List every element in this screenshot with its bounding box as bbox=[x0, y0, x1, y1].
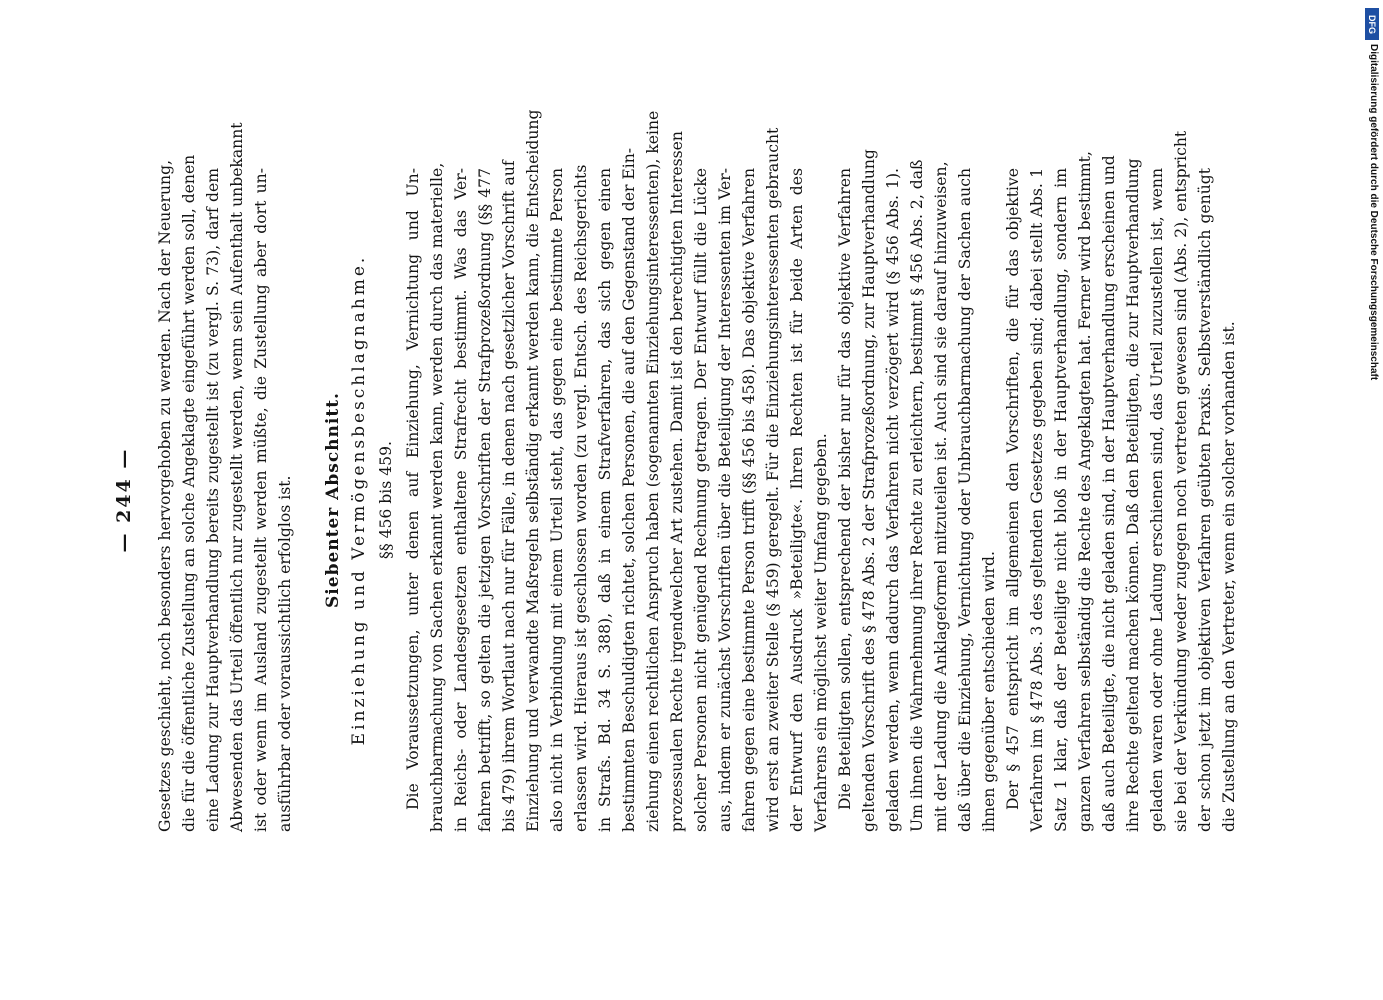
text-line: Gesetzes geschieht, noch besonders hervorgehoben zu werden. Nach der Neuerung, bbox=[156, 159, 174, 832]
section-paragraph-reference: §§ 456 bis 459. bbox=[377, 441, 395, 559]
text-line: bestimmten Beschuldigten richtet, solchen Personen, die auf den Gegenstand der Ein- bbox=[620, 147, 638, 832]
text-line: Verfahren im § 478 Abs. 3 des geltenden Gesetzes gegeben sind; dabei stellt Abs. 1 bbox=[1028, 168, 1046, 832]
text-line: erlassen wird. Hieraus ist geschlossen worden (zu vergl. Entsch. des Reichsgerichts bbox=[572, 164, 590, 832]
text-line: der Entwurf den Ausdruck »Beteiligte«. Ihren Rechten ist für beide Arten des bbox=[788, 168, 806, 832]
text-line: Einziehung und verwandte Maßregeln selbständig erkannt werden kann, die Entscheidung bbox=[524, 109, 542, 832]
text-line: daß auch Beteiligte, die nicht geladen sind, in der Hauptverhandlung erscheinen und bbox=[1100, 155, 1118, 832]
text-line: eine Ladung zur Hauptverhandlung bereits zugestellt ist (zu vergl. S. 73), darf dem bbox=[204, 168, 222, 832]
section-heading: Siebenter Abschnitt. bbox=[323, 392, 343, 608]
text-line: der schon jetzt im objektiven Verfahren geübten Praxis. Selbstverständlich genügt bbox=[1196, 168, 1214, 832]
digitization-credit: Digitalisierung gefördert durch die Deutsche Forschungsgemeinschaft bbox=[1368, 44, 1379, 381]
text-line: prozessualen Rechte irgendwelcher Art zustehen. Damit ist den berechtigten Interessen bbox=[668, 131, 686, 832]
dfg-logo-text: DFG bbox=[1367, 14, 1377, 34]
text-line: fahren betrifft, so gelten die jetzigen Vorschriften der Strafprozeßordnung (§§ 477 bbox=[476, 168, 494, 832]
text-line: geladen werden, wenn dadurch das Verfahren nicht verzögert wird (§ 456 Abs. 1). bbox=[884, 168, 902, 832]
text-line: Um ihnen die Wahrnehmung ihrer Rechte zu erleichtern, bestimmt § 456 Abs. 2, daß bbox=[908, 159, 926, 832]
text-line: in Reichs- oder Landesgesetzen enthaltene Strafrecht bestimmt. Was das Ver- bbox=[452, 168, 470, 832]
page-content bbox=[101, 109, 1281, 850]
text-line: Der § 457 entspricht im allgemeinen den Vorschriften, die für das objektive bbox=[1004, 168, 1022, 810]
text-line: die für die öffentliche Zustellung an solche Angeklagte eingeführt werden soll, denen bbox=[180, 154, 198, 832]
text-line: Abwesenden das Urteil öffentlich nur zugestellt werden, wenn sein Aufenthalt unbekannt bbox=[228, 122, 246, 832]
text-line: aus, indem er zunächst Vorschriften über die Beteiligung der Interessenten im Ver- bbox=[716, 168, 734, 832]
text-line: also nicht in Verbindung mit einem Urteil steht, das gegen eine bestimmte Person bbox=[548, 168, 566, 832]
text-line: Verfahrens ein möglichst weiter Umfang gegeben. bbox=[812, 433, 830, 832]
text-line: ist oder wenn im Ausland zugestellt werden müßte, die Zustellung aber dort un- bbox=[252, 168, 270, 832]
text-line: ihre Rechte geltend machen können. Daß den Beteiligten, die zur Hauptverhandlung bbox=[1124, 158, 1142, 832]
text-line: mit der Ladung die Anklageformel mitzuteilen ist. Auch sind sie darauf hinzuweisen, bbox=[932, 161, 950, 832]
text-line: brauchbarmachung von Sachen erkannt werden kann, werden durch das materielle, bbox=[428, 162, 446, 832]
text-line: in Strafs. Bd. 34 S. 388), daß in einem Strafverfahren, das sich gegen einen bbox=[596, 168, 614, 832]
text-line: bis 479) ihrem Wortlaut nach nur für Fälle, in denen nach gesetzlicher Vorschrift auf bbox=[500, 160, 518, 832]
page-number: — 244 — bbox=[113, 447, 135, 553]
dfg-logo bbox=[1365, 8, 1379, 40]
text-line: ausführbar oder voraussichtlich erfolglos ist. bbox=[276, 475, 294, 832]
text-line: daß über die Einziehung, Vernichtung oder Unbrauchbarmachung der Sachen auch bbox=[956, 168, 974, 832]
text-line: ziehung einen rechtlichen Anspruch haben (sogenannten Einziehungsinteressenten), keine bbox=[644, 110, 662, 832]
section-title: Einziehung und Vermögensbeschlagnahme. bbox=[349, 254, 369, 746]
text-line: geladen waren oder ohne Ladung erschienen sind, das Urteil zuzustellen ist, wenn bbox=[1148, 168, 1166, 832]
text-line: wird erst an zweiter Stelle (§ 459) geregelt. Für die Einziehungsinteressenten gebraucht bbox=[764, 127, 782, 832]
text-line: Die Beteiligten sollen, entsprechend der bisher nur für das objektive Verfahren bbox=[836, 168, 854, 810]
text-line: sie bei der Verkündung weder zugegen noch vertreten gewesen sind (Abs. 2), entspricht bbox=[1172, 130, 1190, 832]
rotated-document-page bbox=[101, 109, 1281, 850]
text-line: fahren gegen eine bestimmte Person trifft (§§ 456 bis 458). Das objektive Verfahren bbox=[740, 168, 758, 832]
text-line: Die Voraussetzungen, unter denen auf Einziehung, Vernichtung und Un- bbox=[404, 168, 422, 810]
text-line: geltenden Vorschrift des § 478 Abs. 2 der Strafprozeßordnung, zur Hauptverhandlung bbox=[860, 149, 878, 832]
text-line: Satz 1 klar, daß der Beteiligte nicht bloß in der Hauptverhandlung, sondern im bbox=[1052, 168, 1070, 832]
text-line: ihnen gegenüber entschieden wird. bbox=[980, 551, 998, 832]
text-line: ganzen Verfahren selbständig die Rechte des Angeklagten hat. Ferner wird bestimmt, bbox=[1076, 151, 1094, 832]
text-line: die Zustellung an den Vertreter, wenn ein solcher vorhanden ist. bbox=[1220, 321, 1238, 832]
text-line: solcher Personen nicht genügend Rechnung getragen. Der Entwurf füllt die Lücke bbox=[692, 168, 710, 832]
